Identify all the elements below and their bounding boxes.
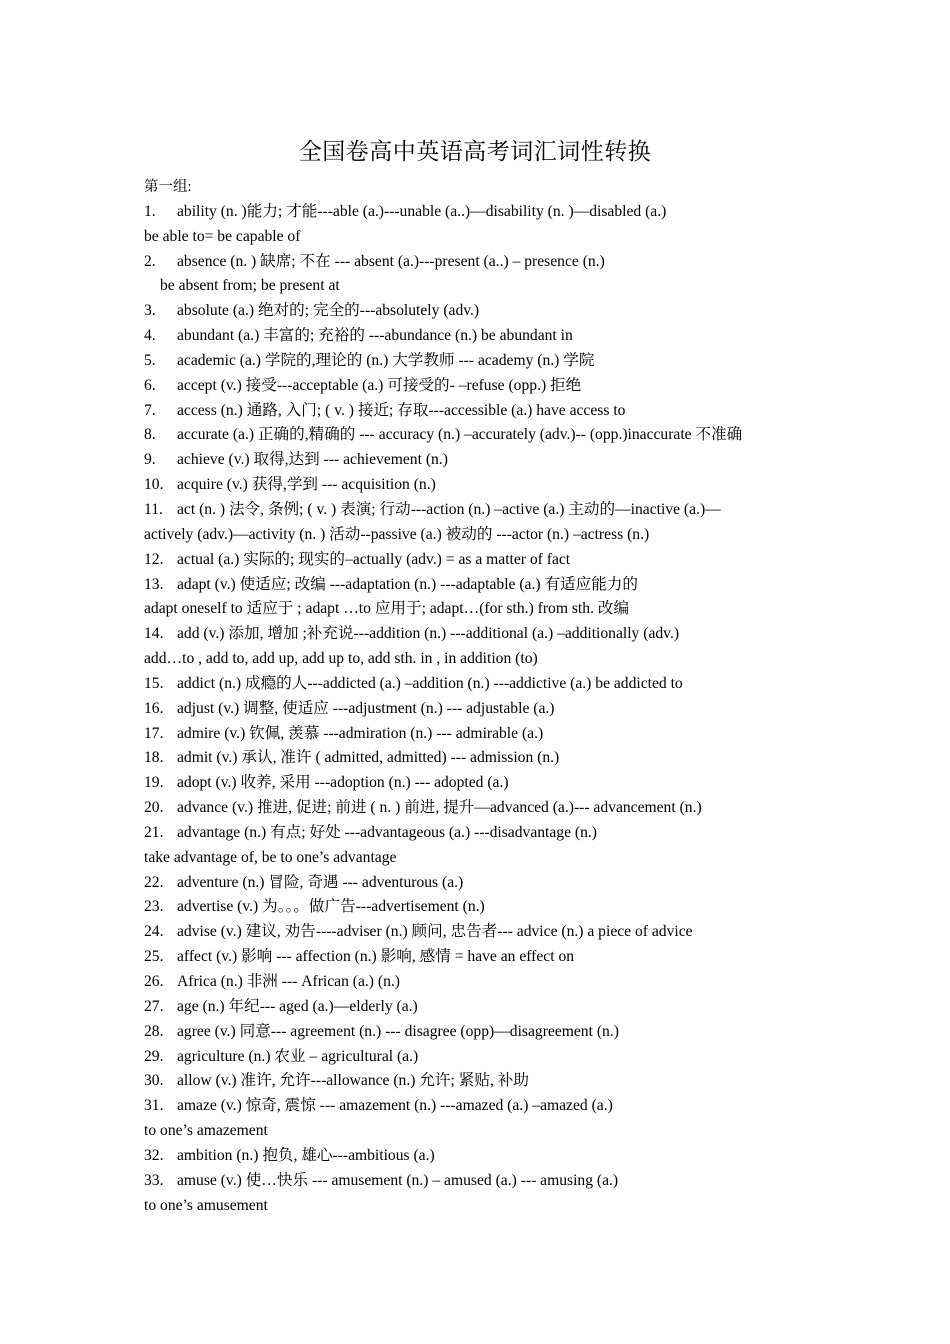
vocab-entry-continuation [144,274,824,299]
vocab-entry [144,1094,824,1119]
entry-text: adapt (v.) 使适应; 改编 ---adaptation (n.) ---adaptable (a.) 有适应能力的 [177,575,639,593]
entry-number: 18. [144,749,164,767]
entry-number: 14. [144,625,164,643]
entry-text: allow (v.) 准许, 允许---allowance (n.) 允许; 紧贴, 补助 [177,1072,529,1090]
entry-number: 9. [144,451,156,469]
entry-text: absence (n. ) 缺席; 不在 --- absent (a.)---present (a..) – presence (n.) [177,252,605,270]
entry-text: be absent from; be present at [160,277,340,295]
entry-number: 19. [144,774,164,792]
entry-number: 23. [144,898,164,916]
vocab-entry-continuation [144,846,824,871]
entry-number: 17. [144,724,164,742]
entry-text: academic (a.) 学院的,理论的 (n.) 大学教师 --- academy (n.) 学院 [177,351,595,369]
vocab-entry [144,895,824,920]
vocab-entry [144,821,824,846]
entry-number: 8. [144,426,156,444]
vocab-entry [144,995,824,1020]
vocab-entry [144,374,824,399]
entry-text: abundant (a.) 丰富的; 充裕的 ---abundance (n.) be abundant in [177,327,573,345]
vocab-entry-continuation [144,597,824,622]
vocab-entry-continuation [144,225,824,250]
vocab-entry [144,1020,824,1045]
vocab-entry [144,498,824,523]
vocab-entry-continuation [144,647,824,672]
entry-text: Africa (n.) 非洲 --- African (a.) (n.) [177,973,400,990]
entry-text: access (n.) 通路, 入门; ( v. ) 接近; 存取---accessible (a.) have access to [177,401,626,419]
entry-text: achieve (v.) 取得,达到 --- achievement (n.) [177,451,448,469]
entry-text: amuse (v.) 使…快乐 --- amusement (n.) – amused (a.) --- amusing (a.) [177,1171,619,1189]
vocab-entry [144,1169,824,1194]
vocab-entry-continuation [144,1119,824,1144]
vocab-entry [144,746,824,771]
entry-number: 21. [144,823,164,841]
entry-number: 33. [144,1171,164,1189]
vocab-entry [144,1144,824,1169]
vocab-entry [144,349,824,374]
vocab-entry [144,548,824,573]
entry-number: 5. [144,351,156,369]
entry-number: 25. [144,948,164,966]
entry-text: ability (n. )能力; 才能---able (a.)---unable (a..)—disability (n. )—disabled (a.) [177,202,667,220]
entry-number: 32. [144,1146,164,1164]
entry-text: act (n. ) 法令, 条例; ( v. ) 表演; 行动---action (n.) –active (a.) 主动的—inactive (a.)— [177,500,721,518]
entry-number: 1. [144,202,156,220]
entry-number: 29. [144,1047,164,1065]
entry-number: 13. [144,575,164,593]
vocab-entry [144,920,824,945]
entry-number: 24. [144,923,164,941]
entry-text: adopt (v.) 收养, 采用 ---adoption (n.) --- adopted (a.) [177,774,509,792]
entry-text: actively (adv.)—activity (n. ) 活动--passive (a.) 被动的 ---actor (n.) –actress (n.) [144,525,650,543]
vocab-entry-continuation [144,1194,824,1219]
entry-text: agriculture (n.) 农业 – agricultural (a.) [177,1047,419,1065]
entry-text: to one’s amusement [144,1196,268,1214]
vocab-entry [144,945,824,970]
entry-number: 12. [144,550,164,568]
vocab-entry [144,970,824,995]
vocab-entry [144,250,824,275]
entry-text: advance (v.) 推进, 促进; 前进 ( n. ) 前进, 提升—advanced (a.)--- advancement (n.) [177,799,702,817]
entry-text: advise (v.) 建议, 劝告----adviser (n.) 顾问, 忠告者--- advice (n.) a piece of advice [177,923,693,941]
entry-number: 4. [144,327,156,345]
vocab-entry-continuation [144,523,824,548]
entry-text: adapt oneself to 适应于 ; adapt …to 应用于; adapt…(for sth.) from sth. 改编 [144,600,630,618]
vocab-entry [144,672,824,697]
entry-text: adjust (v.) 调整, 使适应 ---adjustment (n.) --- adjustable (a.) [177,699,555,717]
entry-text: to one’s amazement [144,1122,268,1140]
entry-text: accurate (a.) 正确的,精确的 --- accuracy (n.) –accurately (adv.)-- (opp.)inaccurate 不准确 [177,426,743,444]
vocab-entry [144,722,824,747]
entry-number: 28. [144,1022,164,1040]
vocab-entry [144,324,824,349]
vocab-entry [144,423,824,448]
entry-number: 16. [144,699,164,717]
vocab-entry [144,448,824,473]
entry-text: age (n.) 年纪--- aged (a.)—elderly (a.) [177,997,418,1015]
entry-text: absolute (a.) 绝对的; 完全的---absolutely (adv.) [177,302,480,320]
entry-number: 3. [144,302,156,320]
entry-number: 7. [144,401,156,419]
entry-number: 10. [144,476,164,494]
vocab-entry [144,796,824,821]
vocab-entry [144,697,824,722]
vocab-entry [144,622,824,647]
document-title: 全国卷高中英语高考词汇词性转换 [298,139,652,165]
entry-number: 11. [144,500,163,518]
vocab-entry [144,871,824,896]
vocab-entry [144,1045,824,1070]
entry-number: 22. [144,873,164,891]
entry-text: advantage (n.) 有点; 好处 ---advantageous (a.) ---disadvantage (n.) [177,823,597,841]
entry-text: take advantage of, be to one’s advantage [144,848,397,866]
entry-text: be able to= be capable of [144,227,301,245]
entry-text: accept (v.) 接受---acceptable (a.) 可接受的- –refuse (opp.) 拒绝 [177,376,582,394]
entry-text: acquire (v.) 获得,学到 --- acquisition (n.) [177,476,436,494]
vocab-entry [144,1069,824,1094]
entry-text: addict (n.) 成瘾的人---addicted (a.) –addition (n.) ---addictive (a.) be addicted to [177,674,683,692]
entry-text: affect (v.) 影响 --- affection (n.) 影响, 感情 = have an effect on [177,948,575,966]
vocab-entry [144,573,824,598]
entry-number: 2. [144,252,156,270]
entry-text: advertise (v.) 为。。。做广告---advertisement (n.) [177,898,485,916]
entry-text: add…to , add to, add up, add up to, add sth. in , in addition (to) [144,650,538,668]
entry-text: admit (v.) 承认, 准许 ( admitted, admitted) --- admission (n.) [177,749,560,767]
entry-number: 30. [144,1072,164,1090]
entry-text: agree (v.) 同意--- agreement (n.) --- disagree (opp)—disagreement (n.) [177,1022,619,1040]
vocab-entry [144,200,824,225]
entry-number: 20. [144,799,164,817]
vocab-entry [144,299,824,324]
entry-number: 15. [144,674,164,692]
entry-text: adventure (n.) 冒险, 奇遇 --- adventurous (a.) [177,873,464,891]
vocab-entry [144,399,824,424]
entry-text: amaze (v.) 惊奇, 震惊 --- amazement (n.) ---amazed (a.) –amazed (a.) [177,1097,613,1115]
entry-text: admire (v.) 钦佩, 羡慕 ---admiration (n.) --- admirable (a.) [177,724,544,742]
entry-number: 26. [144,973,164,990]
entry-number: 31. [144,1097,164,1115]
entry-text: actual (a.) 实际的; 现实的–actually (adv.) = as a matter of fact [177,550,571,568]
section-heading: 第一组: [144,179,192,195]
vocab-entry [144,473,824,498]
vocab-entry [144,771,824,796]
entry-text: ambition (n.) 抱负, 雄心---ambitious (a.) [177,1146,435,1164]
document-body [144,175,824,1218]
entry-number: 6. [144,376,156,394]
entry-number: 27. [144,997,164,1015]
entry-text: add (v.) 添加, 增加 ;补充说---addition (n.) ---additional (a.) –additionally (adv.) [177,625,680,643]
